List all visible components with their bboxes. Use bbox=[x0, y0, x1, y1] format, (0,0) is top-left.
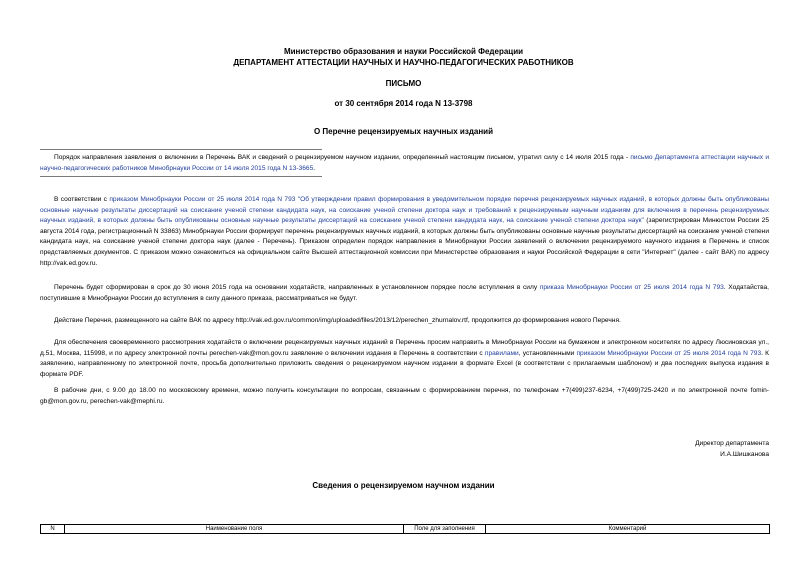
rules-link[interactable]: правилами bbox=[484, 349, 519, 357]
table-header-field-name: Наименование поля bbox=[65, 525, 404, 534]
order-793-link-2[interactable]: приказа Минобрнауки России от 25 июля 2014 года N 793 bbox=[539, 284, 724, 291]
signature-name: И.А.Шишканова bbox=[720, 451, 769, 458]
ministry-title: Министерство образования и науки Российской Федерации bbox=[283, 47, 524, 56]
info-table bbox=[40, 524, 770, 534]
paragraph-2: Перечень будет сформирован в срок до 30 июня 2015 года на основании ходатайств, направленных в установленном порядке после вступления в силу приказа Минобрнауки России от 25 июля 2014 года N 793. Ходатайства, поступившие в Минобрнауки России до вступления в силу данного приказа, рассматриваться не будут. bbox=[40, 284, 770, 302]
paragraph-4: Для обеспечения своевременного рассмотрения ходатайств о включении рецензируемых научных изданий в Перечень просим направить в Минобрнауки России на бумажном и электронном носителях по адресу Люсиновская ул., д.51, Москва, 115998, и по адресу электронной почты perechen-vak@mon.gov.ru заявление о включении издания в Перечень в соответствии с правилами, установленными приказом Минобрнауки России от 25 июля 2014 года N 793. К заявлению, направленному по электронной почте, просьба дополнительно приложить сведения о рецензируемом научном издании в формате Excel (в соответствии с прилагаемым шаблоном) и два последних выпуска издания в формате PDF. bbox=[40, 339, 769, 378]
paragraph-3: Действие Перечня, размещенного на сайте ВАК по адресу http://vak.ed.gov.ru/common/img/uploaded/files/2013/12/perechen_zhurnalov.rtf, продолжится до формирования нового Перечня. bbox=[54, 317, 621, 324]
paragraph-5: В рабочие дни, с 9.00 до 18.00 по московскому времени, можно получить консультации по вопросам, связанным с формированием перечня, по телефонам +7(499)237-6234, +7(499)725-2420 и по электронной почте fomin-gb@mon.gov.ru, perechen-vak@mephi.ru. bbox=[40, 387, 769, 405]
order-793-link-3[interactable]: приказом Минобрнауки России от 25 июля 2014 года N 793 bbox=[576, 349, 762, 357]
table-header-comment: Комментарий bbox=[486, 525, 770, 534]
table-header-number: N bbox=[41, 525, 65, 534]
note-top-rule bbox=[40, 149, 322, 150]
revocation-note: Порядок направления заявления о включении в Перечень ВАК и сведений о рецензируемом научном издании, определенный настоящим письмом, утратил силу с 14 июля 2015 года - письмо Департамента аттестации научных и научно-педагогических работников Минобрнауки России от 14 июля 2015 года N 13-3665. bbox=[40, 154, 769, 172]
note-text: Порядок направления заявления о включении в Перечень ВАК и сведений о рецензируемом научном издании, определенный настоящим письмом, утратил силу с 14 июля 2015 года - bbox=[54, 154, 631, 161]
document-subject: О Перечне рецензируемых научных изданий bbox=[313, 127, 494, 136]
document-type: ПИСЬМО bbox=[385, 79, 422, 88]
document-date-number: от 30 сентября 2014 года N 13-3798 bbox=[334, 99, 473, 108]
table-header-row bbox=[41, 525, 770, 534]
note-bottom-rule bbox=[40, 176, 322, 177]
note-link[interactable]: письмо Департамента аттестации научных и научно-педагогических работников Минобрнауки России от 14 июля 2015 года N 13-3665 bbox=[40, 154, 769, 172]
order-793-link[interactable]: приказом Минобрнауки России от 25 июля 2014 года N 793 "Об утверждении правил формирования в уведомительном порядке перечня рецензируемых научных изданий, в которых должны быть опубликованы основные научные результаты диссертаций на соискание ученой степени кандидата наук, на соискание ученой степени доктора наук и требований к рецензируемым научным изданиям для включения в перечень рецензируемых научных изданий, в которых должны быть опубликованы основные научные результаты диссертаций на соискание ученой степени кандидата наук, на соискание ученой степени доктора наук" bbox=[40, 196, 769, 225]
section-title: Сведения о рецензируемом научном издании bbox=[312, 481, 495, 490]
department-title: ДЕПАРТАМЕНТ АТТЕСТАЦИИ НАУЧНЫХ И НАУЧНО-ПЕДАГОГИЧЕСКИХ РАБОТНИКОВ bbox=[233, 58, 574, 67]
table-header-field-value: Поле для заполнения bbox=[404, 525, 486, 534]
paragraph-1: В соответствии с приказом Минобрнауки России от 25 июля 2014 года N 793 "Об утверждении правил формирования в уведомительном порядке перечня рецензируемых научных изданий, в которых должны быть опубликованы основные научные результаты диссертаций на соискание ученой степени кандидата наук, на соискание ученой степени доктора наук и требований к рецензируемым научным изданиям для включения в перечень рецензируемых научных изданий, в которых должны быть опубликованы основные научные результаты диссертаций на соискание ученой степени кандидата наук, на соискание ученой степени доктора наук" (зарегистрирован Минюстом России 25 августа 2014 года, регистрационный N 33863) Минобрнауки России формирует перечень рецензируемых научных изданий, в которых должны быть опубликованы основные научные результаты диссертаций на соискание ученой степени кандидата наук, на соискание ученой степени доктора наук (далее - Перечень). Приказом определен порядок направления в Минобрнауки России заявлений о включении рецензируемого научного издания в Перечень и список представляемых документов. С приказом можно ознакомиться на официальном сайте Высшей аттестационной комиссии при Министерстве образования и науки Российской Федерации в сети "Интернет" (далее - сайт ВАК) по адресу http://vak.ed.gov.ru. bbox=[40, 196, 769, 267]
signature-position: Директор департамента bbox=[695, 440, 769, 447]
